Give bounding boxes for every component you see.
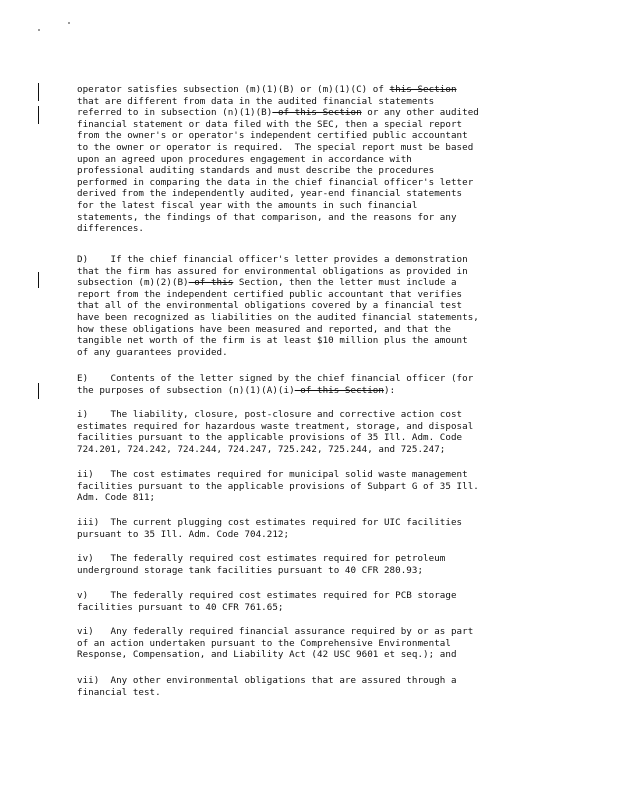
text-line <box>77 254 537 266</box>
text-segment: iii) The current plugging cost estimates required for UIC facilities <box>77 517 463 528</box>
list-item-vi <box>77 626 537 661</box>
text-line <box>77 492 537 504</box>
text-line <box>77 409 537 421</box>
text-segment: for the latest fiscal year with the amounts in such financial <box>77 199 418 211</box>
text-line <box>77 335 537 347</box>
text-segment: report from the independent certified public accountant that verifies <box>77 288 463 300</box>
text-line <box>77 481 537 493</box>
scan-speck <box>38 29 40 31</box>
list-item-vii <box>77 675 537 698</box>
text-segment: underground storage tank facilities pursuant to 40 CFR 280.93; <box>77 564 424 576</box>
paragraph-e <box>77 373 537 396</box>
text-line <box>77 312 537 324</box>
text-segment: referred to in subsection (n)(1)(B) <box>77 107 273 119</box>
text-line <box>77 277 537 289</box>
text-line <box>77 469 537 481</box>
text-segment: facilities pursuant to the applicable provisions of Subpart G of 35 Ill. <box>77 480 479 492</box>
text-line <box>77 675 537 687</box>
text-segment: E) Contents of the letter signed by the chief financial officer (for <box>77 373 474 384</box>
text-segment: Adm. Code 811; <box>77 492 156 504</box>
text-line <box>77 421 537 433</box>
change-bar <box>38 383 39 399</box>
text-line <box>77 385 537 397</box>
text-segment: from the owner's or operator's independent certified public accountant <box>77 130 468 142</box>
text-line <box>77 565 537 577</box>
text-segment: that all of the environmental obligations covered by a financial test <box>77 300 463 312</box>
text-segment: vii) Any other environmental obligations that are assured through a <box>77 675 457 686</box>
change-bar <box>38 106 39 124</box>
text-line <box>77 649 537 661</box>
struck-text: of this Section <box>294 384 384 396</box>
text-line <box>77 347 537 359</box>
text-line <box>77 289 537 301</box>
text-segment: performed in comparing the data in the chief financial officer's letter <box>77 176 474 188</box>
text-segment: to the owner or operator is required. The special report must be based <box>77 141 474 153</box>
text-line <box>77 177 537 189</box>
text-segment: facilities pursuant to 40 CFR 761.65; <box>77 601 284 613</box>
text-segment: upon an agreed upon procedures engagement in accordance with <box>77 153 412 165</box>
text-segment: D) If the chief financial officer's letter provides a demonstration <box>77 254 468 265</box>
text-line <box>77 687 537 699</box>
text-segment: have been recognized as liabilities on the audited financial statements, <box>77 311 479 323</box>
text-segment: of any guarantees provided. <box>77 346 228 358</box>
text-segment: that the firm has assured for environmental obligations as provided in <box>77 265 468 277</box>
text-line <box>77 84 537 96</box>
text-segment: statements, the findings of that comparison, and the reasons for any <box>77 211 457 223</box>
list-item-iv <box>77 553 537 576</box>
text-line <box>77 212 537 224</box>
change-bar <box>38 83 39 101</box>
text-segment: facilities pursuant to the applicable provisions of 35 Ill. Adm. Code <box>77 432 463 444</box>
struck-text: this Section <box>389 84 457 95</box>
text-line <box>77 154 537 166</box>
text-segment: iv) The federally required cost estimates required for petroleum <box>77 553 446 564</box>
text-segment: how these obligations have been measured and reported, and that the <box>77 323 451 335</box>
text-line <box>77 107 537 119</box>
text-segment: derived from the independently audited, year-end financial statements <box>77 188 463 200</box>
list-item-i <box>77 409 537 455</box>
text-segment: ): <box>383 384 396 396</box>
text-line <box>77 266 537 278</box>
text-line <box>77 432 537 444</box>
text-line <box>77 130 537 142</box>
text-segment: Section, then the letter must include a <box>233 277 457 289</box>
text-segment: subsection (m)(2)(B) <box>77 277 189 289</box>
text-line <box>77 602 537 614</box>
text-segment: 724.201, 724.242, 724.244, 724.247, 725.242, 725.244, and 725.247; <box>77 443 446 455</box>
list-item-v <box>77 590 537 613</box>
text-segment: financial test. <box>77 686 161 698</box>
text-segment: the purposes of subsection (n)(1)(A)(i) <box>77 384 295 396</box>
change-bar <box>38 272 39 288</box>
text-segment: vi) Any federally required financial assurance required by or as part <box>77 626 474 637</box>
text-line <box>77 553 537 565</box>
text-line <box>77 300 537 312</box>
text-segment: of an action undertaken pursuant to the Comprehensive Environmental <box>77 637 451 649</box>
text-segment: i) The liability, closure, post-closure and corrective action cost <box>77 409 463 420</box>
text-line <box>77 200 537 212</box>
text-segment: operator satisfies subsection (m)(1)(B) or (m)(1)(C) of <box>77 84 390 95</box>
text-line <box>77 142 537 154</box>
text-segment: financial statement or data filed with the SEC, then a special report <box>77 118 463 130</box>
text-line <box>77 96 537 108</box>
text-segment: estimates required for hazardous waste treatment, storage, and disposal <box>77 420 474 432</box>
text-segment: differences. <box>77 223 144 235</box>
text-line <box>77 517 537 529</box>
text-segment: v) The federally required cost estimates required for PCB storage <box>77 590 457 601</box>
text-segment: pursuant to 35 Ill. Adm. Code 704.212; <box>77 528 290 540</box>
text-line <box>77 590 537 602</box>
text-segment: tangible net worth of the firm is at least $10 million plus the amount <box>77 335 468 347</box>
text-segment: ii) The cost estimates required for municipal solid waste management <box>77 469 468 480</box>
paragraph-a-continuation <box>77 84 537 235</box>
text-segment: Response, Compensation, and Liability Act (42 USC 9601 et seq.); and <box>77 649 457 661</box>
text-line <box>77 444 537 456</box>
text-line <box>77 626 537 638</box>
paragraph-d <box>77 254 537 358</box>
text-line <box>77 165 537 177</box>
text-segment: professional auditing standards and must describe the procedures <box>77 165 435 177</box>
text-line <box>77 529 537 541</box>
text-segment: that are different from data in the audited financial statements <box>77 95 435 107</box>
text-segment: or any other audited <box>361 107 479 119</box>
struck-text: of this <box>188 277 234 289</box>
list-item-ii <box>77 469 537 504</box>
text-line <box>77 324 537 336</box>
struck-text: of this Section <box>272 107 362 119</box>
text-line <box>77 223 537 235</box>
text-line <box>77 373 537 385</box>
text-line <box>77 638 537 650</box>
text-line <box>77 188 537 200</box>
list-item-iii <box>77 517 537 540</box>
text-line <box>77 119 537 131</box>
scan-speck <box>68 22 70 24</box>
